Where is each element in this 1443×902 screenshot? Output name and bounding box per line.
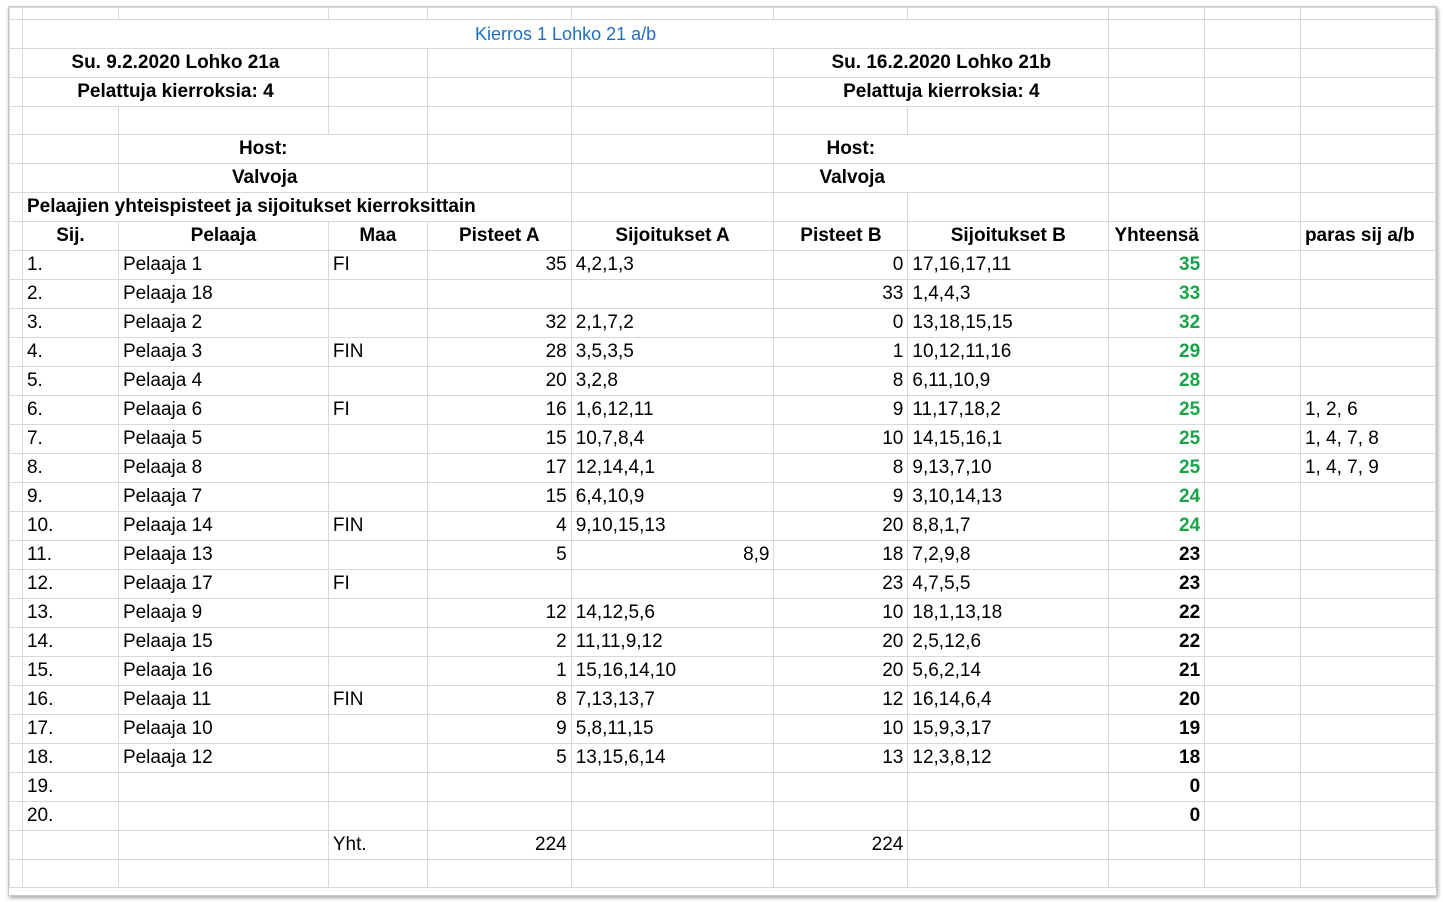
cell-sijoitukset-a[interactable] <box>571 802 774 831</box>
title-row <box>10 20 1436 49</box>
cell-pisteet-b[interactable]: 0 <box>774 309 908 338</box>
cell-pisteet-a[interactable]: 15 <box>427 425 571 454</box>
cell-pelaaja[interactable]: Pelaaja 1 <box>118 251 328 280</box>
cell-yhteensa[interactable]: 20 <box>1109 686 1205 715</box>
cell-paras[interactable] <box>1300 367 1435 396</box>
cell-pisteet-b[interactable]: 10 <box>774 715 908 744</box>
cell-sij[interactable]: 15. <box>22 657 118 686</box>
cell-yhteensa[interactable]: 25 <box>1109 425 1205 454</box>
header-paras[interactable]: paras sij a/b <box>1300 222 1435 251</box>
cell-pisteet-b[interactable]: 10 <box>774 425 908 454</box>
cell-sijoitukset-a[interactable]: 1,6,12,11 <box>571 396 774 425</box>
cell-sijoitukset-a[interactable]: 4,2,1,3 <box>571 251 774 280</box>
table-row <box>10 280 1436 309</box>
cell-sijoitukset-b[interactable]: 7,2,9,8 <box>908 541 1109 570</box>
cell-pisteet-a[interactable] <box>427 802 571 831</box>
sheet-title[interactable]: Kierros 1 Lohko 21 a/b <box>22 20 1108 49</box>
valvoja-row <box>10 164 1436 193</box>
cell-paras[interactable] <box>1300 773 1435 802</box>
totals-row <box>10 831 1436 860</box>
cell-pisteet-b[interactable] <box>774 802 908 831</box>
cell-maa[interactable] <box>328 628 427 657</box>
cell-sij[interactable]: 5. <box>22 367 118 396</box>
cell-yhteensa[interactable]: 29 <box>1109 338 1205 367</box>
cell-sijoitukset-a[interactable]: 2,1,7,2 <box>571 309 774 338</box>
cell-sij[interactable]: 2. <box>22 280 118 309</box>
table-row <box>10 657 1436 686</box>
table-row <box>10 570 1436 599</box>
cell-sijoitukset-b[interactable]: 11,17,18,2 <box>908 396 1109 425</box>
table-row <box>10 628 1436 657</box>
cell-pisteet-a[interactable]: 16 <box>427 396 571 425</box>
cell-maa[interactable]: FI <box>328 570 427 599</box>
cell-pisteet-b[interactable]: 20 <box>774 628 908 657</box>
cell-pelaaja[interactable]: Pelaaja 6 <box>118 396 328 425</box>
cell-yhteensa[interactable]: 35 <box>1109 251 1205 280</box>
cell-paras[interactable] <box>1300 483 1435 512</box>
cell-sijoitukset-a[interactable]: 11,11,9,12 <box>571 628 774 657</box>
cell-maa[interactable]: FIN <box>328 686 427 715</box>
cell-pisteet-a[interactable]: 5 <box>427 744 571 773</box>
cell-pisteet-b[interactable]: 9 <box>774 396 908 425</box>
cell-sij[interactable]: 10. <box>22 512 118 541</box>
cell-pisteet-a[interactable] <box>427 773 571 802</box>
cell-sijoitukset-b[interactable]: 8,8,1,7 <box>908 512 1109 541</box>
cell-sij[interactable]: 13. <box>22 599 118 628</box>
cell-sijoitukset-b[interactable] <box>908 773 1109 802</box>
cell-pisteet-b[interactable]: 1 <box>774 338 908 367</box>
cell-sijoitukset-b[interactable]: 2,5,12,6 <box>908 628 1109 657</box>
cell-maa[interactable] <box>328 744 427 773</box>
right-valvoja-cell[interactable]: Valvoja <box>774 164 1109 193</box>
table-row <box>10 367 1436 396</box>
cell-sijoitukset-b[interactable]: 12,3,8,12 <box>908 744 1109 773</box>
cell-yhteensa[interactable]: 23 <box>1109 541 1205 570</box>
cell-yhteensa[interactable]: 32 <box>1109 309 1205 338</box>
cell-sij[interactable]: 20. <box>22 802 118 831</box>
cell-paras[interactable] <box>1300 512 1435 541</box>
cell-maa[interactable] <box>328 541 427 570</box>
cell-maa[interactable] <box>328 425 427 454</box>
cell-sijoitukset-b[interactable]: 6,11,10,9 <box>908 367 1109 396</box>
cell-yhteensa[interactable]: 25 <box>1109 454 1205 483</box>
header-pelaaja[interactable]: Pelaaja <box>118 222 328 251</box>
cell-sij[interactable]: 12. <box>22 570 118 599</box>
cell-sijoitukset-a[interactable]: 9,10,15,13 <box>571 512 774 541</box>
cell-yhteensa[interactable]: 0 <box>1109 802 1205 831</box>
cell-pelaaja[interactable]: Pelaaja 12 <box>118 744 328 773</box>
cell-sijoitukset-a[interactable]: 6,4,10,9 <box>571 483 774 512</box>
cell-pelaaja[interactable]: Pelaaja 5 <box>118 425 328 454</box>
table-row <box>10 454 1436 483</box>
cell-sij[interactable]: 7. <box>22 425 118 454</box>
cell-maa[interactable]: FIN <box>328 338 427 367</box>
cell-yhteensa[interactable]: 24 <box>1109 512 1205 541</box>
cell-maa[interactable] <box>328 599 427 628</box>
cell-sijoitukset-b[interactable]: 4,7,5,5 <box>908 570 1109 599</box>
cell-sijoitukset-b[interactable] <box>908 802 1109 831</box>
cell-sij[interactable]: 14. <box>22 628 118 657</box>
cell-pisteet-a[interactable]: 9 <box>427 715 571 744</box>
table-row <box>10 396 1436 425</box>
table-row <box>10 599 1436 628</box>
cell-pelaaja[interactable]: Pelaaja 3 <box>118 338 328 367</box>
cell-pisteet-a[interactable]: 8 <box>427 686 571 715</box>
cell-pelaaja[interactable]: Pelaaja 14 <box>118 512 328 541</box>
totals-label[interactable]: Yht. <box>328 831 427 860</box>
cell-sij[interactable]: 9. <box>22 483 118 512</box>
cell-pisteet-b[interactable]: 23 <box>774 570 908 599</box>
cell-pisteet-b[interactable]: 12 <box>774 686 908 715</box>
cell-yhteensa[interactable]: 33 <box>1109 280 1205 309</box>
cell-pelaaja[interactable]: Pelaaja 11 <box>118 686 328 715</box>
cell-sij[interactable]: 3. <box>22 309 118 338</box>
cell-sij[interactable]: 8. <box>22 454 118 483</box>
cell-pisteet-b[interactable]: 0 <box>774 251 908 280</box>
cell-maa[interactable] <box>328 802 427 831</box>
cell-pisteet-a[interactable]: 20 <box>427 367 571 396</box>
cell-sij[interactable]: 18. <box>22 744 118 773</box>
cell-pelaaja[interactable]: Pelaaja 13 <box>118 541 328 570</box>
cell-sijoitukset-b[interactable]: 15,9,3,17 <box>908 715 1109 744</box>
cell-pisteet-a[interactable]: 1 <box>427 657 571 686</box>
cell-maa[interactable] <box>328 773 427 802</box>
table-row <box>10 425 1436 454</box>
cell-sijoitukset-a[interactable]: 3,2,8 <box>571 367 774 396</box>
cell-sijoitukset-a[interactable]: 13,15,6,14 <box>571 744 774 773</box>
column-header-row <box>10 222 1436 251</box>
cell-yhteensa[interactable]: 24 <box>1109 483 1205 512</box>
cell-paras[interactable] <box>1300 657 1435 686</box>
cell-sij[interactable]: 19. <box>22 773 118 802</box>
cell-pisteet-a[interactable]: 32 <box>427 309 571 338</box>
totals-pisteet-a[interactable]: 224 <box>427 831 571 860</box>
cell-paras[interactable] <box>1300 686 1435 715</box>
cell-pisteet-a[interactable]: 28 <box>427 338 571 367</box>
cell-paras[interactable] <box>1300 715 1435 744</box>
cell-pisteet-a[interactable]: 5 <box>427 541 571 570</box>
cell-maa[interactable]: FIN <box>328 512 427 541</box>
cell-yhteensa[interactable]: 21 <box>1109 657 1205 686</box>
cell-sijoitukset-a[interactable]: 14,12,5,6 <box>571 599 774 628</box>
cell-yhteensa[interactable]: 0 <box>1109 773 1205 802</box>
cell-maa[interactable] <box>328 483 427 512</box>
cell-pelaaja[interactable] <box>118 773 328 802</box>
header-sijoitukset-a[interactable]: Sijoitukset A <box>571 222 774 251</box>
cell-paras[interactable]: 1, 2, 6 <box>1300 396 1435 425</box>
header-yhteensa[interactable]: Yhteensä <box>1109 222 1205 251</box>
cell-sijoitukset-a[interactable]: 7,13,13,7 <box>571 686 774 715</box>
cell-paras[interactable] <box>1300 570 1435 599</box>
cell-pisteet-b[interactable]: 8 <box>774 454 908 483</box>
cell-paras[interactable] <box>1300 599 1435 628</box>
cell-pelaaja[interactable]: Pelaaja 2 <box>118 309 328 338</box>
cell-sij[interactable]: 1. <box>22 251 118 280</box>
cell-sijoitukset-b[interactable]: 18,1,13,18 <box>908 599 1109 628</box>
right-date-cell[interactable]: Su. 16.2.2020 Lohko 21b <box>774 49 1109 78</box>
cell-pisteet-a[interactable] <box>427 570 571 599</box>
cell-yhteensa[interactable]: 28 <box>1109 367 1205 396</box>
cell-pisteet-b[interactable]: 20 <box>774 657 908 686</box>
cell-maa[interactable] <box>328 657 427 686</box>
cell-pisteet-a[interactable]: 17 <box>427 454 571 483</box>
left-valvoja-cell[interactable]: Valvoja <box>118 164 427 193</box>
cell-maa[interactable] <box>328 454 427 483</box>
cell-maa[interactable] <box>328 309 427 338</box>
section-title[interactable]: Pelaajien yhteispisteet ja sijoitukset kierroksittain <box>22 193 571 222</box>
blank-row <box>10 8 1436 20</box>
cell-yhteensa[interactable]: 19 <box>1109 715 1205 744</box>
cell-paras[interactable] <box>1300 541 1435 570</box>
cell-pisteet-b[interactable]: 13 <box>774 744 908 773</box>
cell-sijoitukset-a[interactable]: 12,14,4,1 <box>571 454 774 483</box>
table-row <box>10 773 1436 802</box>
cell-paras[interactable] <box>1300 251 1435 280</box>
cell-pisteet-a[interactable]: 15 <box>427 483 571 512</box>
cell-pisteet-b[interactable]: 33 <box>774 280 908 309</box>
left-rounds-cell[interactable]: Pelattuja kierroksia: 4 <box>22 78 328 107</box>
header-sijoitukset-b[interactable]: Sijoitukset B <box>908 222 1109 251</box>
cell-pelaaja[interactable] <box>118 802 328 831</box>
cell-pisteet-b[interactable] <box>774 773 908 802</box>
cell-pisteet-b[interactable]: 18 <box>774 541 908 570</box>
header-pisteet-b[interactable]: Pisteet B <box>774 222 908 251</box>
cell-pelaaja[interactable]: Pelaaja 4 <box>118 367 328 396</box>
cell-sijoitukset-a[interactable]: 10,7,8,4 <box>571 425 774 454</box>
cell-sij[interactable]: 17. <box>22 715 118 744</box>
cell-sijoitukset-a[interactable]: 8,9 <box>571 541 774 570</box>
cell-pisteet-b[interactable]: 9 <box>774 483 908 512</box>
cell-sijoitukset-a[interactable]: 5,8,11,15 <box>571 715 774 744</box>
cell-sijoitukset-b[interactable]: 14,15,16,1 <box>908 425 1109 454</box>
cell-pisteet-b[interactable]: 10 <box>774 599 908 628</box>
table-row <box>10 541 1436 570</box>
cell-pisteet-a[interactable]: 12 <box>427 599 571 628</box>
table-row <box>10 686 1436 715</box>
cell-pelaaja[interactable]: Pelaaja 10 <box>118 715 328 744</box>
header-pisteet-a[interactable]: Pisteet A <box>427 222 571 251</box>
header-sij[interactable]: Sij. <box>22 222 118 251</box>
cell-sijoitukset-a[interactable]: 3,5,3,5 <box>571 338 774 367</box>
standings-table <box>9 7 1436 888</box>
cell-pelaaja[interactable]: Pelaaja 9 <box>118 599 328 628</box>
cell-sij[interactable]: 6. <box>22 396 118 425</box>
section-title-row <box>10 193 1436 222</box>
cell-paras[interactable]: 1, 4, 7, 8 <box>1300 425 1435 454</box>
cell-paras[interactable] <box>1300 628 1435 657</box>
cell-sijoitukset-b[interactable]: 17,16,17,11 <box>908 251 1109 280</box>
cell-sijoitukset-b[interactable]: 3,10,14,13 <box>908 483 1109 512</box>
cell-sij[interactable]: 11. <box>22 541 118 570</box>
spreadsheet-grid <box>9 7 1436 888</box>
cell-sijoitukset-a[interactable] <box>571 773 774 802</box>
cell-sijoitukset-a[interactable] <box>571 280 774 309</box>
cell-yhteensa[interactable]: 22 <box>1109 599 1205 628</box>
cell-pisteet-a[interactable]: 4 <box>427 512 571 541</box>
cell-pelaaja[interactable]: Pelaaja 17 <box>118 570 328 599</box>
cell-pelaaja[interactable]: Pelaaja 18 <box>118 280 328 309</box>
table-row <box>10 802 1436 831</box>
cell-maa[interactable]: FI <box>328 251 427 280</box>
cell-sijoitukset-a[interactable]: 15,16,14,10 <box>571 657 774 686</box>
cell-maa[interactable] <box>328 367 427 396</box>
left-date-cell[interactable]: Su. 9.2.2020 Lohko 21a <box>22 49 328 78</box>
table-row <box>10 483 1436 512</box>
cell-maa[interactable] <box>328 280 427 309</box>
cell-paras[interactable] <box>1300 280 1435 309</box>
blank-row <box>10 107 1436 135</box>
blank-row <box>10 860 1436 888</box>
cell-yhteensa[interactable]: 23 <box>1109 570 1205 599</box>
cell-sijoitukset-b[interactable]: 10,12,11,16 <box>908 338 1109 367</box>
cell-pisteet-b[interactable]: 8 <box>774 367 908 396</box>
spreadsheet-window <box>8 6 1437 896</box>
right-rounds-cell[interactable]: Pelattuja kierroksia: 4 <box>774 78 1109 107</box>
table-row <box>10 338 1436 367</box>
header-maa[interactable]: Maa <box>328 222 427 251</box>
left-host-cell[interactable]: Host: <box>118 135 427 164</box>
cell-paras[interactable] <box>1300 338 1435 367</box>
cell-paras[interactable]: 1, 4, 7, 9 <box>1300 454 1435 483</box>
cell-sijoitukset-b[interactable]: 16,14,6,4 <box>908 686 1109 715</box>
date-row <box>10 49 1436 78</box>
cell-pelaaja[interactable]: Pelaaja 8 <box>118 454 328 483</box>
cell-sij[interactable]: 16. <box>22 686 118 715</box>
cell-pelaaja[interactable]: Pelaaja 15 <box>118 628 328 657</box>
table-row <box>10 309 1436 338</box>
cell-sijoitukset-a[interactable] <box>571 570 774 599</box>
totals-pisteet-b[interactable]: 224 <box>774 831 908 860</box>
cell-pisteet-b[interactable]: 20 <box>774 512 908 541</box>
cell-sij[interactable]: 4. <box>22 338 118 367</box>
cell-sijoitukset-b[interactable]: 5,6,2,14 <box>908 657 1109 686</box>
cell-yhteensa[interactable]: 25 <box>1109 396 1205 425</box>
cell-pelaaja[interactable]: Pelaaja 7 <box>118 483 328 512</box>
cell-yhteensa[interactable]: 18 <box>1109 744 1205 773</box>
cell-sijoitukset-b[interactable]: 13,18,15,15 <box>908 309 1109 338</box>
host-row <box>10 135 1436 164</box>
table-row <box>10 251 1436 280</box>
cell-pisteet-a[interactable]: 35 <box>427 251 571 280</box>
cell-sijoitukset-b[interactable]: 1,4,4,3 <box>908 280 1109 309</box>
table-row <box>10 744 1436 773</box>
cell-maa[interactable]: FI <box>328 396 427 425</box>
table-row <box>10 512 1436 541</box>
cell-paras[interactable] <box>1300 309 1435 338</box>
cell-pisteet-a[interactable] <box>427 280 571 309</box>
right-host-cell[interactable]: Host: <box>774 135 1109 164</box>
cell-paras[interactable] <box>1300 802 1435 831</box>
table-row <box>10 715 1436 744</box>
cell-maa[interactable] <box>328 715 427 744</box>
cell-paras[interactable] <box>1300 744 1435 773</box>
cell-yhteensa[interactable]: 22 <box>1109 628 1205 657</box>
cell-sijoitukset-b[interactable]: 9,13,7,10 <box>908 454 1109 483</box>
cell-pisteet-a[interactable]: 2 <box>427 628 571 657</box>
rounds-row <box>10 78 1436 107</box>
cell-pelaaja[interactable]: Pelaaja 16 <box>118 657 328 686</box>
